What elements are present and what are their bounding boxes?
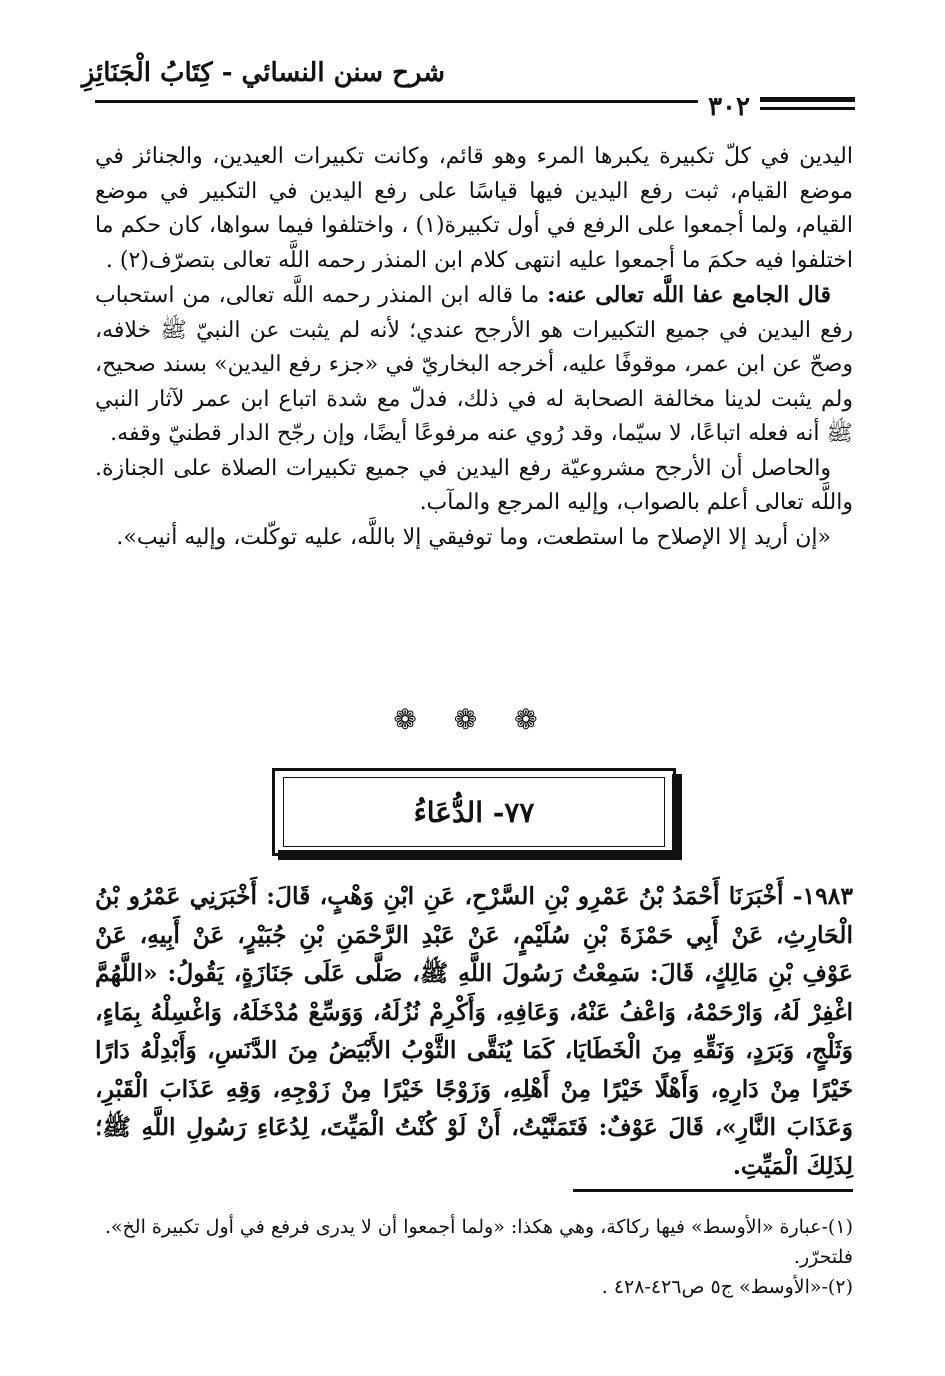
footnote-1: (١)-عبارة «الأوسط» فيها ركاكة، وهي هكذا: «ولما أجمعوا أن لا يدرى فرفع في أول تكبيرة الخ». فلتحرّر.	[104, 1216, 853, 1268]
header-rule-accent-lower	[760, 107, 855, 110]
footnotes	[95, 1212, 853, 1302]
hadith-1983: ١٩٨٣- أَخْبَرَنَا أَحْمَدُ بْنُ عَمْرِو بْنِ السَّرْحِ، عَنِ ابْنِ وَهْبٍ، قَالَ: أَخْبَرَنِي عَمْرُو بْنُ الْحَارِثِ، عَنْ أَبِي حَمْزَةَ بْنِ سُلَيْمٍ، عَنْ عَبْدِ الرَّحْمَنِ بْنِ جُبَيْرٍ، عَنْ أَبِيهِ، عَنْ عَوْفِ بْنِ مَالِكٍ، قَالَ: سَمِعْتُ رَسُولَ اللَّهِ ﷺ، صَلَّى عَلَى جَنَازَةٍ، يَقُولُ: «اللَّهُمَّ اغْفِرْ لَهُ، وَارْحَمْهُ، وَاعْفُ عَنْهُ، وَعَافِهِ، وَأَكْرِمْ نُزُلَهُ، وَوَسِّعْ مُدْخَلَهُ، وَاغْسِلْهُ بِمَاءٍ، وَثَلْجٍ، وَبَرَدٍ، وَنَقِّهِ مِنَ الْخَطَايَا، كَمَا يُنَقَّى الثَّوْبُ الأَبْيَضُ مِنَ الدَّنَسِ، وَأَبْدِلْهُ دَارًا خَيْرًا مِنْ دَارِهِ، وَأَهْلًا خَيْرًا مِنْ أَهْلِهِ، وَزَوْجًا خَيْرًا مِنْ زَوْجِهِ، وَقِهِ عَذَابَ الْقَبْرِ، وَعَذَابَ النَّارِ»، قَالَ عَوْفٌ: فَتَمَنَّيْتُ، أَنْ لَوْ كُنْتُ الْمَيِّتَ، لِدُعَاءِ رَسُولِ اللَّهِ ﷺ؛ لِذَلِكَ الْمَيِّتِ.	[95, 882, 853, 1180]
commentary-body	[95, 140, 853, 555]
hadith-text-block	[95, 877, 853, 1185]
compiler-text: ما قاله ابن المنذر رحمه اللَّه تعالى، من استحباب رفع اليدين في جميع التكبيرات هو الأرجح عندي؛ لأنه لم يثبت عن النبيّ ﷺ خلافه، وصحّ عن ابن عمر، موقوفًا عليه، أخرجه البخاريّ في «جزء رفع اليدين» بسند صحيح، ولم يثبت لدينا مخالفة الصحابة له في ذلك، فدلّ مع شدة اتباع ابن عمر لآثار النبي ﷺ أنه فعله اتباعًا، لا سيّما، وقد رُوي عنه مرفوعًا أيضًا، وإن رجّح الدار قطنيّ وقفه.	[95, 283, 853, 446]
header-rule-accent	[760, 97, 855, 102]
paragraph-compiler-remark	[95, 278, 853, 452]
paragraph-closing-quote: «إن أريد إلا الإصلاح ما استطعت، وما توفيقي إلا باللَّه، عليه توكّلت، وإليه أنيب».	[116, 524, 831, 550]
footnote-divider	[573, 1189, 853, 1192]
chapter-heading: ٧٧- الدُّعَاءُ	[283, 777, 665, 847]
section-separator: ❁ ❁ ❁	[393, 703, 552, 736]
running-header-title: شرح سنن النسائي - كِتَابُ الْجَنَائِزِ	[81, 58, 445, 88]
chapter-heading-box	[272, 768, 676, 856]
paragraph-conclusion: والحاصل أن الأرجح مشروعيّة رفع اليدين في جميع تكبيرات الصلاة على الجنازة. واللَّه تعالى أعلم بالصواب، وإليه المرجع والمآب.	[95, 455, 853, 515]
page-number-text: ٣٠٢	[698, 92, 760, 122]
page-number	[95, 92, 760, 122]
paragraph-ibn-almundhir: اليدين في كلّ تكبيرة يكبرها المرء وهو قائم، وكانت تكبيرات العيدين، والجنائز في موضع القيام، ثبت رفع اليدين فيها قياسًا على رفع اليدين في التكبير في موضع القيام، ولما أجمعوا على الرفع في أول تكبيرة(١) ، واختلفوا فيما سواها، كان حكم ما اختلفوا فيه حكمَ ما أجمعوا عليه انتهى كلام ابن المنذر رحمه اللَّه تعالى بتصرّف(٢) .	[95, 144, 853, 273]
compiler-label: قال الجامع عفا اللَّه تعالى عنه:	[547, 282, 831, 308]
footnote-2: (٢)-«الأوسط» ج٥ ص٤٢٦-٤٢٨ .	[601, 1276, 853, 1298]
